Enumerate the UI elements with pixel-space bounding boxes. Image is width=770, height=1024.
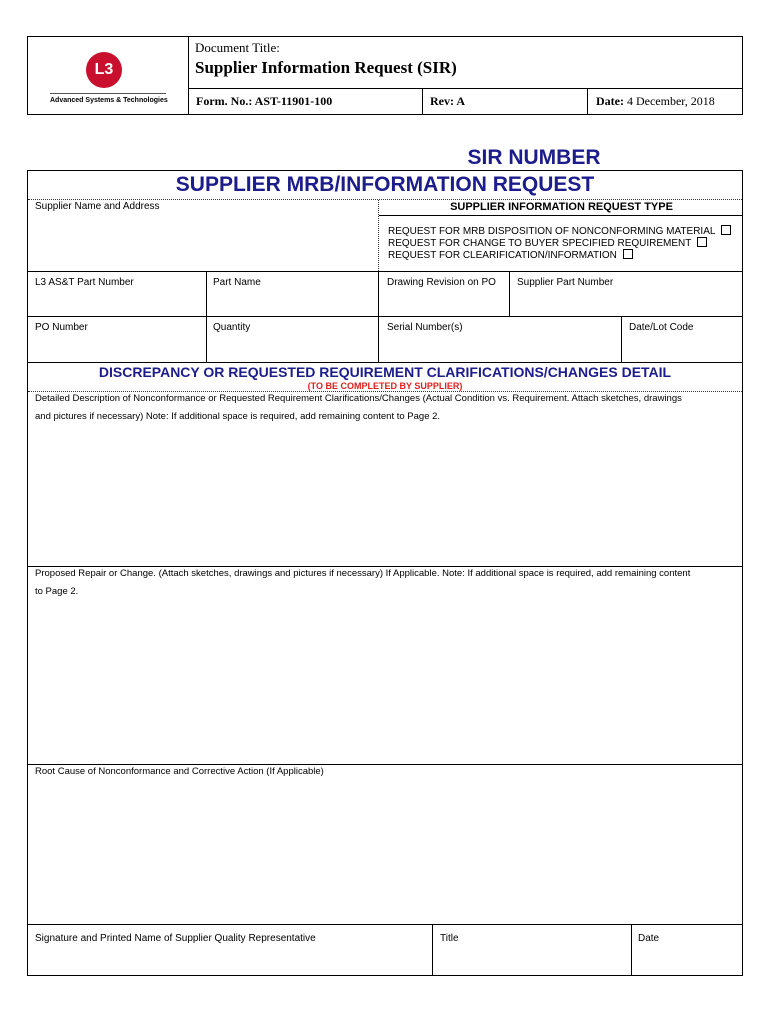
- proposed-label-line1: Proposed Repair or Change. (Attach sketches, drawings and pictures if necessary) If Applicable. Note: If additional space is required, add remaining content: [35, 568, 691, 579]
- request-option-mrb-label: REQUEST FOR MRB DISPOSITION OF NONCONFORMING MATERIAL: [388, 226, 716, 237]
- logo-mark-text: L3: [94, 61, 114, 78]
- serial-numbers-label: Serial Number(s): [387, 322, 463, 333]
- root-cause-top: [28, 764, 742, 765]
- discrepancy-top: [28, 362, 742, 363]
- part-name-field[interactable]: [207, 290, 377, 315]
- title-divider: [28, 199, 742, 200]
- root-cause-field[interactable]: [29, 780, 742, 923]
- revision: Rev: A: [430, 94, 465, 108]
- date-value: 4 December, 2018: [626, 94, 715, 108]
- quantity-label: Quantity: [213, 322, 251, 333]
- discrepancy-subheader-rule: [28, 391, 742, 392]
- row1-top: [28, 271, 742, 272]
- root-cause-label: Root Cause of Nonconformance and Corrective Action (If Applicable): [35, 766, 324, 777]
- signature-title-field[interactable]: [433, 947, 630, 974]
- form-main-title: SUPPLIER MRB/INFORMATION REQUEST: [175, 173, 595, 196]
- supplier-name-address-label: Supplier Name and Address: [35, 201, 160, 212]
- logo-mark: [86, 52, 122, 88]
- form-number: Form. No.: AST-11901-100: [196, 94, 333, 108]
- request-option-clarification-checkbox[interactable]: [623, 249, 633, 259]
- signature-field[interactable]: [29, 947, 431, 974]
- part-number-label: L3 AS&T Part Number: [35, 277, 134, 288]
- header-col-divider-1: [422, 88, 423, 114]
- proposed-field[interactable]: [29, 600, 742, 763]
- request-option-clarification-label: REQUEST FOR CLEARIFICATION/INFORMATION: [388, 250, 617, 261]
- description-label-line2: and pictures if necessary) Note: If additional space is required, add remaining content to Page 2.: [35, 411, 441, 422]
- date-label: Date:: [596, 94, 624, 108]
- doc-title: Supplier Information Request (SIR): [195, 58, 457, 77]
- header-row-divider: [188, 88, 743, 89]
- request-option-mrb-checkbox[interactable]: [721, 225, 731, 235]
- drawing-revision-field[interactable]: [379, 290, 508, 315]
- sir-number-title: SIR NUMBER: [467, 146, 601, 169]
- po-number-field[interactable]: [29, 335, 205, 361]
- supplier-part-number-field[interactable]: [510, 290, 742, 315]
- proposed-label-line2: to Page 2.: [35, 586, 79, 597]
- form-date: [596, 94, 715, 108]
- logo-company-name: Advanced Systems & Technologies: [50, 97, 168, 104]
- signature-date-label: Date: [638, 933, 660, 944]
- signature-rep-label: Signature and Printed Name of Supplier Quality Representative: [35, 933, 316, 944]
- request-type-header: SUPPLIER INFORMATION REQUEST TYPE: [450, 201, 673, 213]
- supplier-divider: [378, 200, 379, 271]
- description-field[interactable]: [29, 426, 742, 565]
- request-option-change-label: REQUEST FOR CHANGE TO BUYER SPECIFIED REQUIREMENT: [388, 238, 692, 249]
- description-label-line1: Detailed Description of Nonconformance or Requested Requirement Clarifications/Changes (Actual Condition vs. Requirement. Attach sketches, drawings: [35, 393, 682, 404]
- date-lot-code-label: Date/Lot Code: [629, 322, 694, 333]
- drawing-revision-label: Drawing Revision on PO: [387, 277, 496, 288]
- doc-title-label: Document Title:: [195, 40, 280, 55]
- serial-numbers-field[interactable]: [379, 335, 620, 361]
- date-lot-code-field[interactable]: [622, 335, 742, 361]
- po-number-label: PO Number: [35, 322, 88, 333]
- discrepancy-subheader: (TO BE COMPLETED BY SUPPLIER): [307, 381, 463, 391]
- quantity-field[interactable]: [207, 335, 377, 361]
- request-option-change-checkbox[interactable]: [697, 237, 707, 247]
- header-col-divider-2: [587, 88, 588, 114]
- signature-top: [28, 924, 742, 925]
- discrepancy-header: DISCREPANCY OR REQUESTED REQUIREMENT CLARIFICATIONS/CHANGES DETAIL: [98, 364, 672, 380]
- signature-date-field[interactable]: [632, 947, 742, 974]
- request-type-underline: [379, 215, 742, 216]
- proposed-top: [28, 566, 742, 567]
- header-divider: [188, 37, 189, 114]
- supplier-name-address-field[interactable]: [29, 214, 377, 270]
- company-logo: [50, 52, 166, 108]
- row2-top: [28, 316, 742, 317]
- part-name-label: Part Name: [213, 277, 261, 288]
- logo-rule: [50, 93, 166, 94]
- signature-title-label: Title: [440, 933, 459, 944]
- request-option-clarification[interactable]: [388, 249, 633, 262]
- supplier-part-number-label: Supplier Part Number: [517, 277, 614, 288]
- part-number-field[interactable]: [29, 290, 205, 315]
